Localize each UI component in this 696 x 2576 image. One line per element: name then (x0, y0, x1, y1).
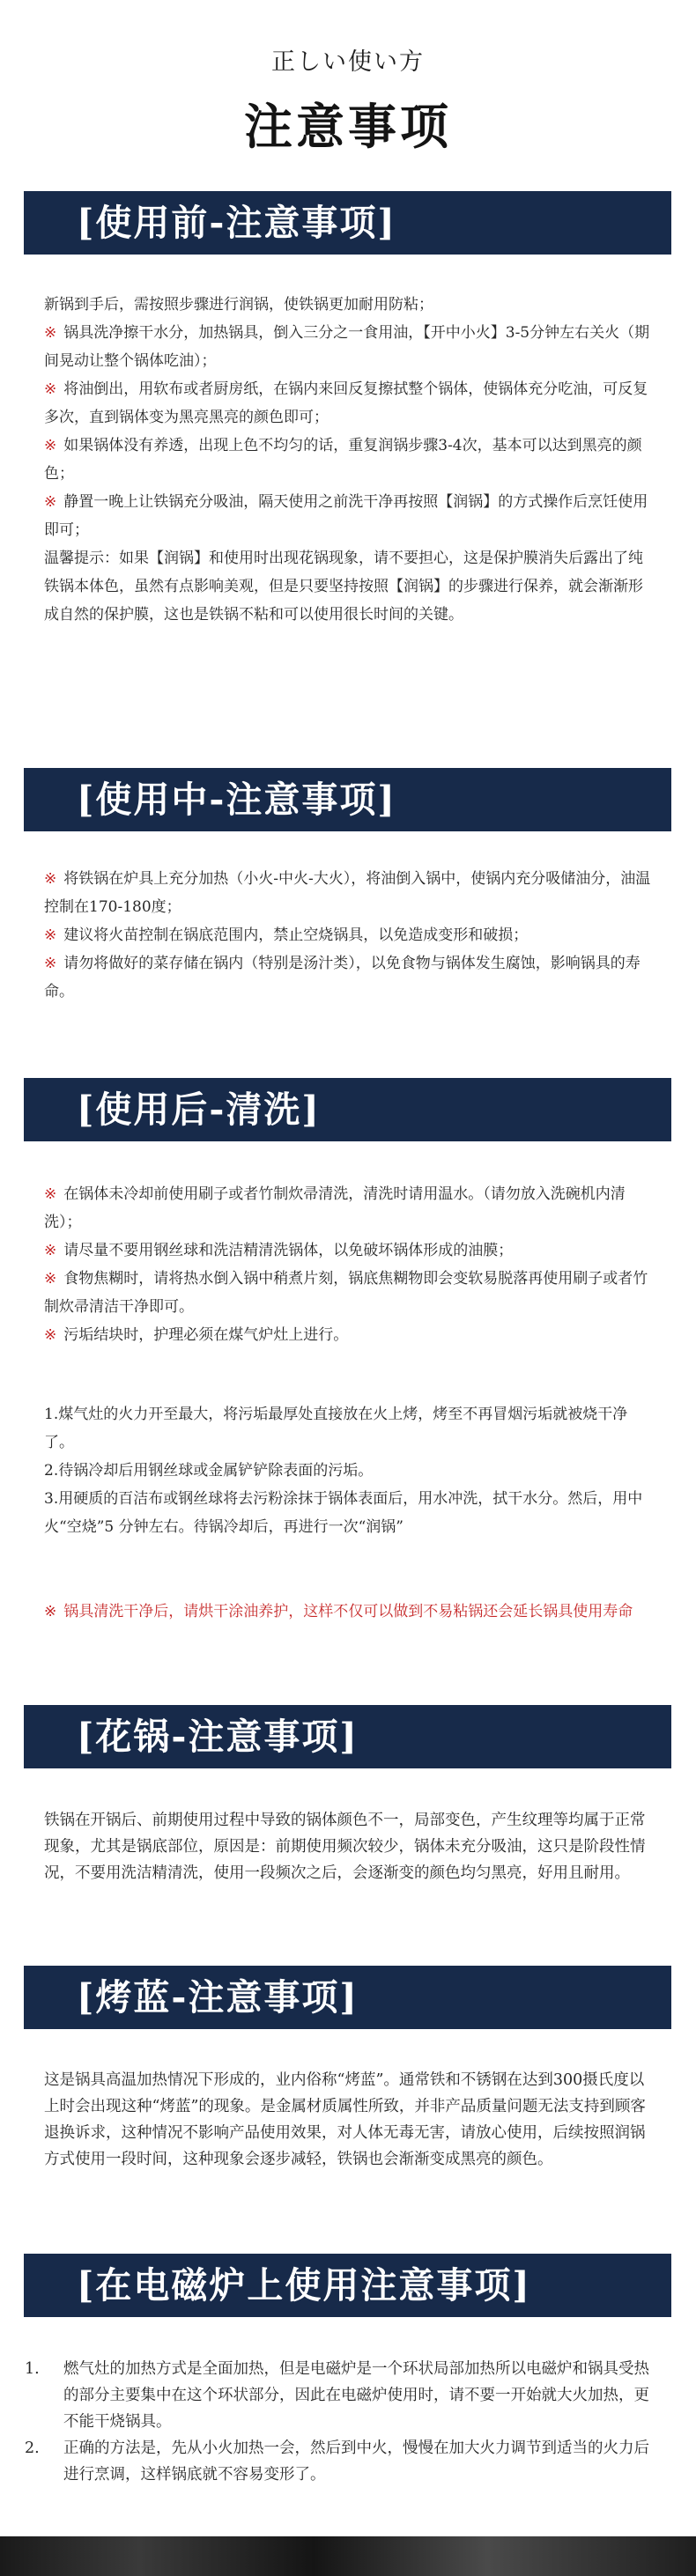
induction-item: 1. 燃气灶的加热方式是全面加热，但是电磁炉是一个环状局部加热所以电磁炉和锅具受热的部分主要集中在这个环状部分，因此在电磁炉使用时，请不要一开始就大火加热，更不能干烧锅具。 (25, 2360, 649, 2431)
before-use-intro: 新锅到手后，需按照步骤进行润锅，使铁锅更加耐用防粘； (44, 296, 433, 314)
section-body-after-use (44, 1180, 654, 1349)
reference-mark: ※ (44, 1326, 57, 1344)
reference-mark: ※ (44, 926, 57, 944)
after-use-step: 2.待锅冷却后用钢丝球或金属铲铲除表面的污垢。 (44, 1462, 374, 1480)
section-heading-induction: [在电磁炉上使用注意事项] (24, 2254, 671, 2317)
reference-mark: ※ (44, 1185, 57, 1203)
section-heading-flower-pot: [花锅-注意事项] (24, 1705, 671, 1768)
section-body-bluing (44, 2067, 654, 2173)
reference-mark: ※ (44, 870, 57, 888)
after-use-item: ※ 在锅体未冷却前使用刷子或者竹制炊帚清洗，清洗时请用温水。（请勿放入洗碗机内清洗）； (44, 1185, 626, 1231)
after-use-item: ※ 食物焦糊时，请将热水倒入锅中稍煮片刻，锅底焦糊物即会变软易脱落再使用刷子或者竹制炊帚清洁干净即可。 (44, 1270, 648, 1316)
section-body-during-use (44, 865, 654, 1006)
section-heading-bluing: [烤蓝-注意事项] (24, 1966, 671, 2029)
after-use-item: ※ 请尽量不要用钢丝球和洗洁精清洗锅体，以免破坏锅体形成的油膜； (44, 1242, 514, 1259)
after-use-warning: ※ 锅具清洗干净后，请烘干涂油养护，这样不仅可以做到不易粘锅还会延长锅具使用寿命 (44, 1603, 633, 1620)
reference-mark: ※ (44, 493, 57, 511)
section-heading-during-use: [使用中-注意事项] (24, 768, 671, 831)
reference-mark: ※ (44, 437, 57, 454)
reference-mark: ※ (44, 1603, 57, 1620)
after-use-step: 3.用硬质的百洁布或钢丝球将去污粉涂抹于锅体表面后，用水冲洗，拭干水分。然后，用中火“空烧”5 分钟左右。待锅冷却后，再进行一次“润锅” (44, 1490, 643, 1536)
after-use-steps (44, 1400, 654, 1541)
section-heading-before-use: [使用前-注意事项] (24, 191, 671, 255)
during-use-item: ※ 请勿将做好的菜存储在锅内（特别是汤汁类），以免食物与锅体发生腐蚀，影响锅具的寿命。 (44, 955, 640, 1000)
reference-mark: ※ (44, 1270, 57, 1288)
before-use-item: ※ 如果锅体没有养透，出现上色不均匀的话，重复润锅步骤3-4次，基本可以达到黑亮的颜色； (44, 437, 642, 483)
flower-pot-text: 铁锅在开锅后、前期使用过程中导致的锅体颜色不一，局部变色，产生纹理等均属于正常现象，尤其是锅底部位，原因是：前期使用频次较少，锅体未充分吸油，这只是阶段性情况，不要用洗洁精清洗，使用一段频次之后，会逐渐变的颜色均匀黑亮，好用且耐用。 (44, 1812, 646, 1882)
bluing-text: 这是锅具高温加热情况下形成的，业内俗称“烤蓝”。通常铁和不锈钢在达到300摄氏度以上时会出现这种“烤蓝”的现象。是金属材质属性所致，并非产品质量问题无法支持到顾客退换诉求，这种情况不影响产品使用效果，对人体无毒无害，请放心使用，后续按照润锅方式使用一段时间，这种现象会逐步减轻，铁锅也会渐渐变成黑亮的颜色。 (44, 2071, 646, 2168)
reference-mark: ※ (44, 324, 57, 342)
section-heading-after-use: [使用后-清洗] (24, 1078, 671, 1141)
reference-mark: ※ (44, 1242, 57, 1259)
page-title: 注意事项 (243, 98, 452, 155)
before-use-item: ※ 静置一晚上让铁锅充分吸油，隔天使用之前洗干净再按照【润锅】的方式操作后烹饪使用即可； (44, 493, 648, 539)
after-use-item: ※ 污垢结块时，护理必须在煤气炉灶上进行。 (44, 1326, 349, 1344)
during-use-item: ※ 建议将火苗控制在锅底范围内，禁止空烧锅具，以免造成变形和破损； (44, 926, 529, 944)
page-subtitle: 正しい使い方 (271, 48, 425, 76)
reference-mark: ※ (44, 955, 57, 972)
reference-mark: ※ (44, 380, 57, 398)
induction-item: 2. 正确的方法是，先从小火加热一会，然后到中火，慢慢在加大火力调节到适当的火力后进行烹调，这样锅底就不容易变形了。 (25, 2439, 649, 2484)
during-use-item: ※ 将铁锅在炉具上充分加热（小火-中火-大火），将油倒入锅中，使锅内充分吸储油分，油温控制在170-180度； (44, 870, 651, 916)
bottom-photo-strip (0, 2536, 696, 2576)
section-body-before-use (44, 291, 654, 629)
section-body-flower-pot (44, 1807, 654, 1886)
section-body-induction (25, 2356, 654, 2488)
before-use-item: ※ 锅具洗净擦干水分，加热锅具，倒入三分之一食用油，【开中小火】3-5分钟左右关火（期间晃动让整个锅体吃油）； (44, 324, 650, 370)
before-use-item: ※ 将油倒出，用软布或者厨房纸，在锅内来回反复擦拭整个锅体，使锅体充分吃油，可反复多次，直到锅体变为黑亮黑亮的颜色即可； (44, 380, 648, 426)
before-use-tip: 温馨提示：如果【润锅】和使用时出现花锅现象，请不要担心，这是保护膜消失后露出了纯铁锅本体色，虽然有点影响美观，但是只要坚持按照【润锅】的步骤进行保养，就会渐渐形成自然的保护膜，这也是铁锅不粘和可以使用很长时间的关键。 (44, 550, 643, 624)
after-use-step: 1.煤气灶的火力开至最大，将污垢最厚处直接放在火上烤，烤至不再冒烟污垢就被烧干净了。 (44, 1406, 628, 1451)
